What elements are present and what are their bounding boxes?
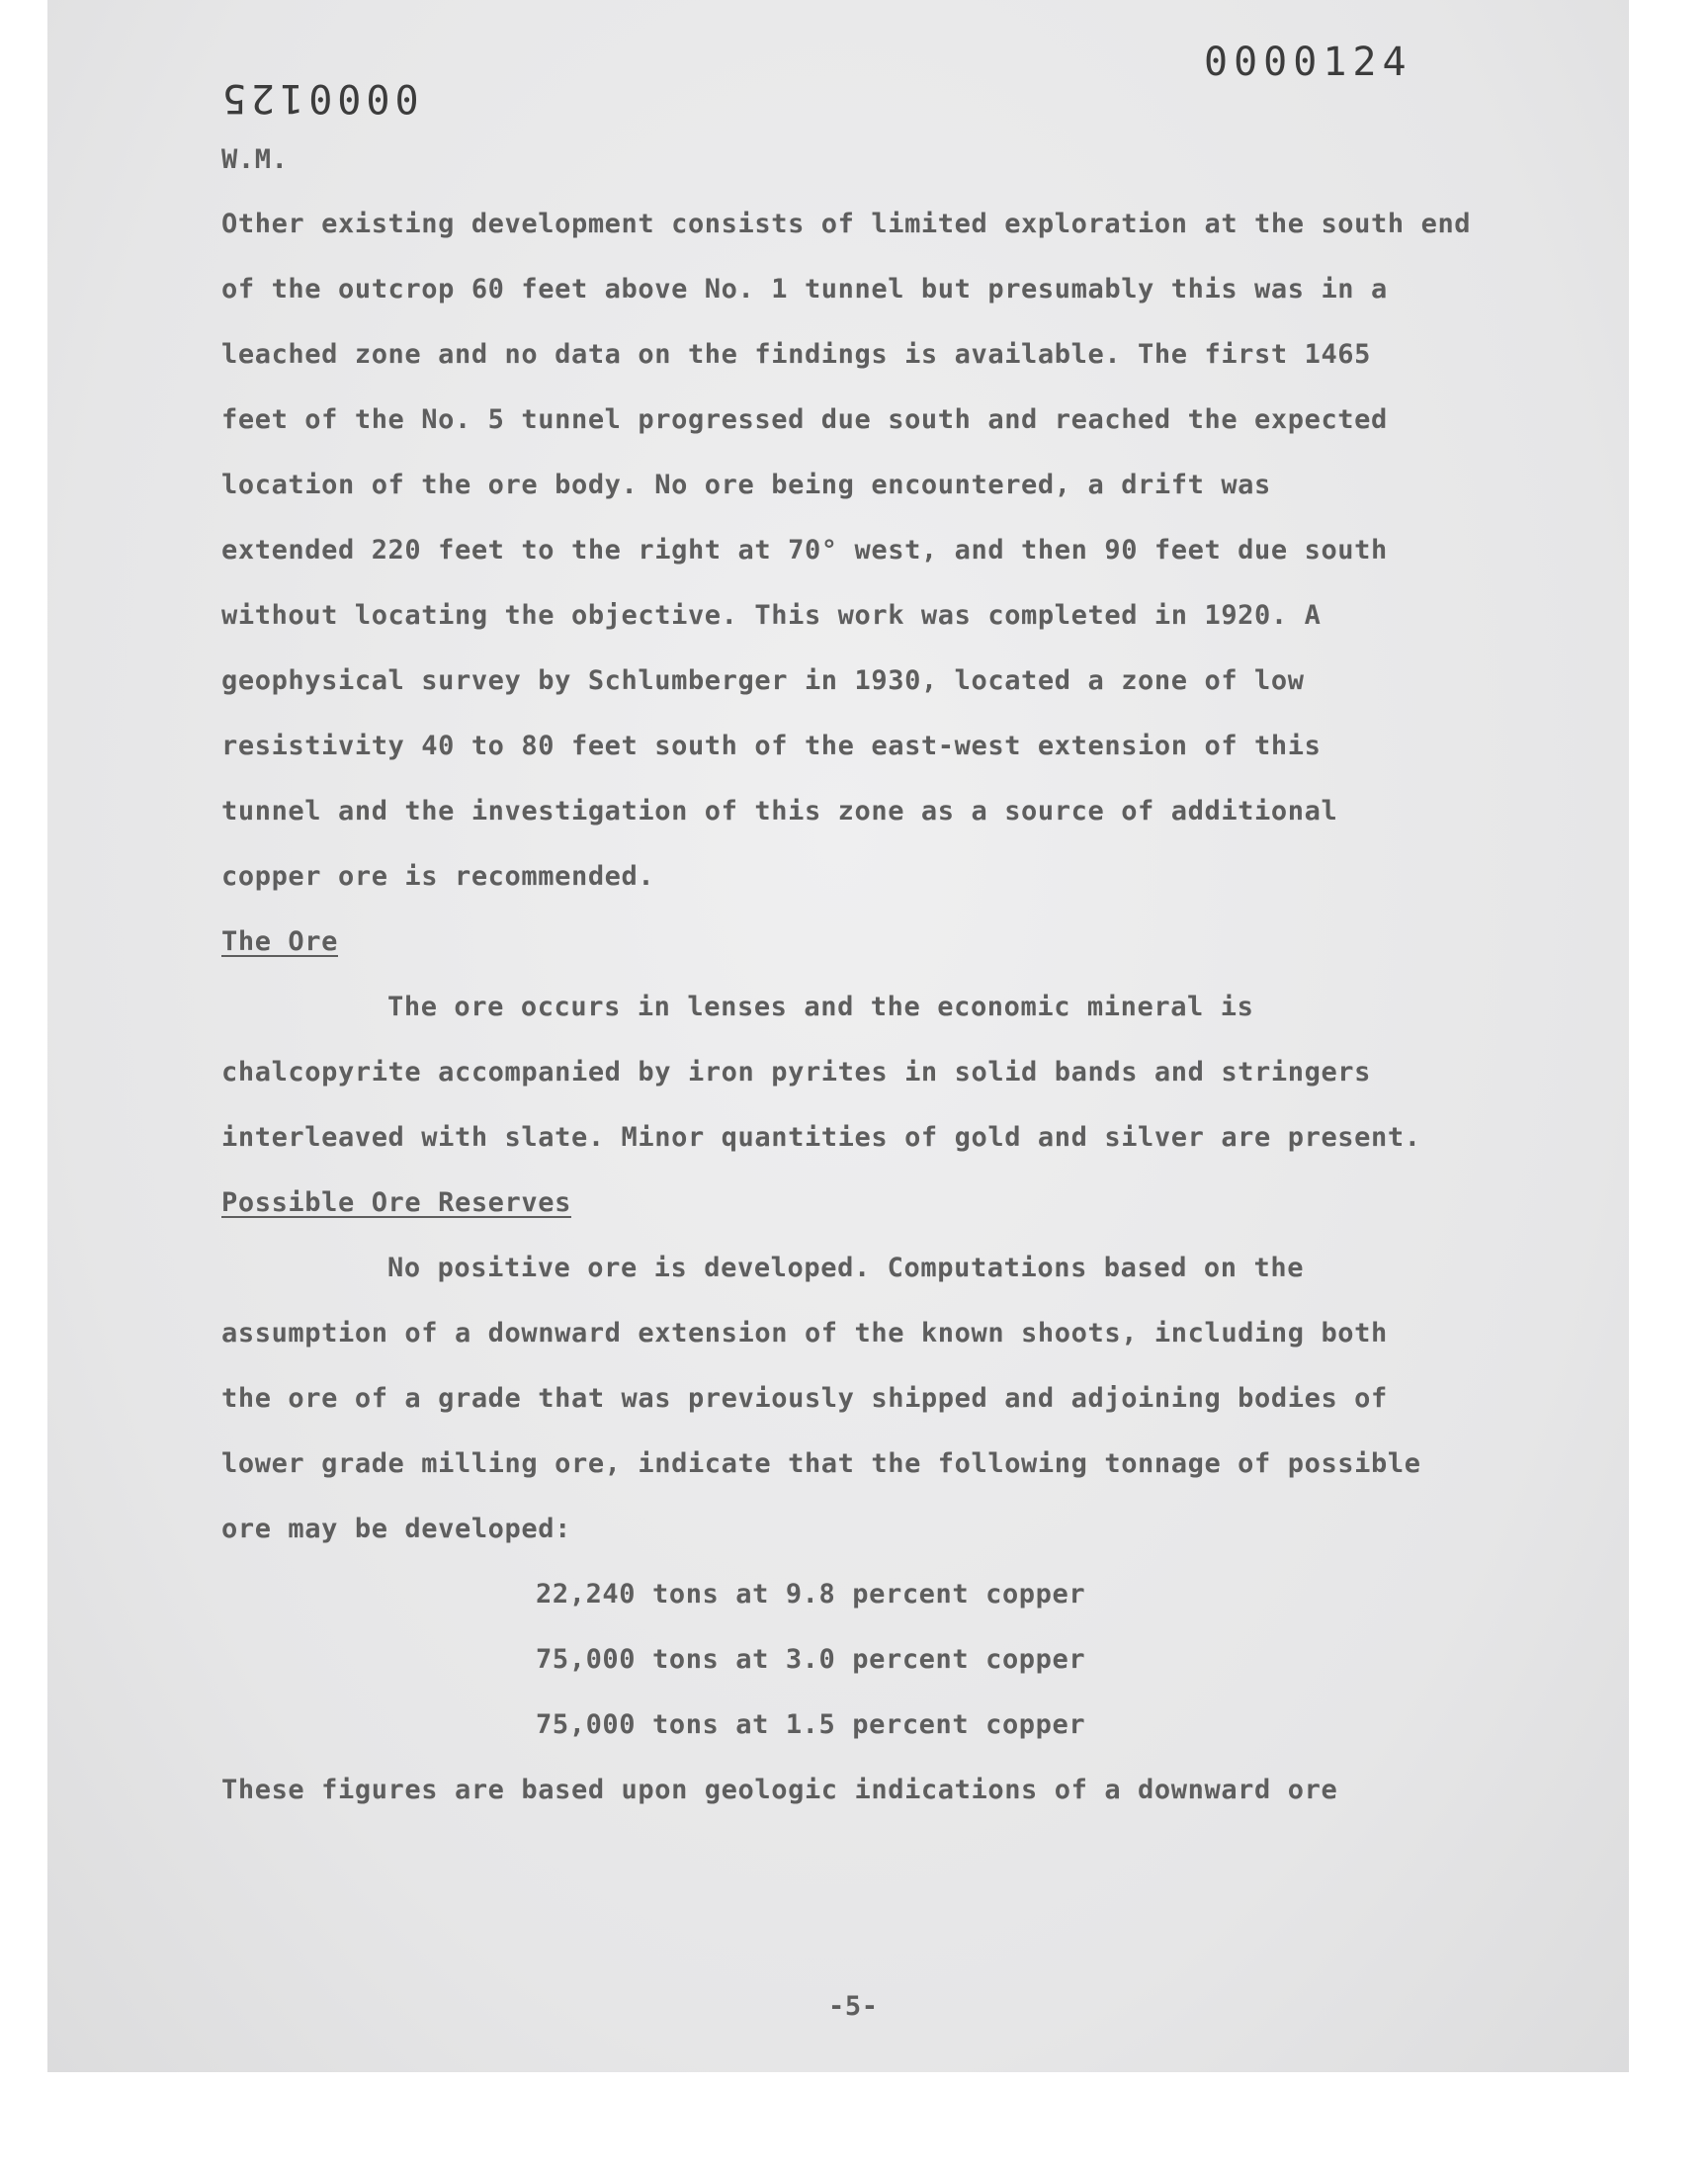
document-number-stamp: 0000124 <box>1204 40 1412 85</box>
tonnage-line: 75,000 tons at 3.0 percent copper <box>536 1644 1086 1675</box>
paragraph-line: The ore occurs in lenses and the economic mineral is <box>387 992 1254 1022</box>
paragraph-line: lower grade milling ore, indicate that the following tonnage of possible <box>221 1448 1421 1479</box>
paragraph-line: Other existing development consists of limited exploration at the south end <box>221 209 1472 239</box>
paragraph-line: of the outcrop 60 feet above No. 1 tunnel but presumably this was in a <box>221 274 1388 304</box>
paragraph-line: geophysical survey by Schlumberger in 1930, located a zone of low <box>221 665 1305 696</box>
paragraph-line: chalcopyrite accompanied by iron pyrites in solid bands and stringers <box>221 1057 1372 1088</box>
paragraph-line: without locating the objective. This work was completed in 1920. A <box>221 600 1322 631</box>
paragraph-line: location of the ore body. No ore being encountered, a drift was <box>221 470 1271 500</box>
paragraph-line: interleaved with slate. Minor quantities of gold and silver are present. <box>221 1122 1421 1153</box>
paragraph-line: extended 220 feet to the right at 70° west, and then 90 feet due south <box>221 535 1388 566</box>
page-number: -5- <box>828 1991 879 2022</box>
paragraph-line: feet of the No. 5 tunnel progressed due south and reached the expected <box>221 404 1388 435</box>
paragraph-line: copper ore is recommended. <box>221 861 655 892</box>
paragraph-line: tunnel and the investigation of this zone as a source of additional <box>221 796 1338 826</box>
initials: W.M. <box>221 144 289 175</box>
section-heading-the-ore: The Ore <box>221 926 338 957</box>
document-page <box>47 0 1629 2072</box>
inverted-document-number-stamp: 0000125 <box>217 75 419 121</box>
paragraph-line: leached zone and no data on the findings is available. The first 1465 <box>221 339 1372 370</box>
paragraph-line: These figures are based upon geologic indications of a downward ore <box>221 1775 1338 1805</box>
tonnage-line: 22,240 tons at 9.8 percent copper <box>536 1579 1086 1610</box>
paragraph-line: resistivity 40 to 80 feet south of the east-west extension of this <box>221 731 1322 761</box>
paragraph-line: No positive ore is developed. Computations based on the <box>387 1253 1305 1283</box>
section-heading-possible-ore-reserves: Possible Ore Reserves <box>221 1187 571 1218</box>
paragraph-line: ore may be developed: <box>221 1514 571 1544</box>
paragraph-line: the ore of a grade that was previously shipped and adjoining bodies of <box>221 1383 1388 1414</box>
tonnage-line: 75,000 tons at 1.5 percent copper <box>536 1709 1086 1740</box>
paragraph-line: assumption of a downward extension of the known shoots, including both <box>221 1318 1388 1348</box>
